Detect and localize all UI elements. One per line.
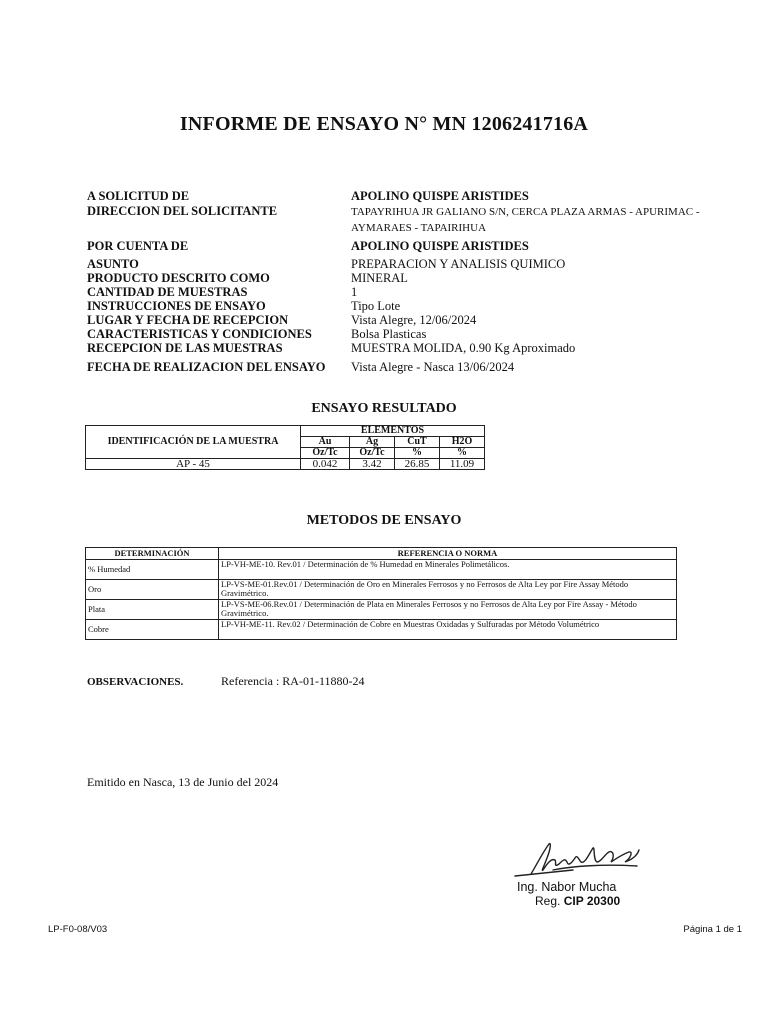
info-label: FECHA DE REALIZACION DEL ENSAYO bbox=[87, 360, 326, 374]
sample-id-header: IDENTIFICACIÓN DE LA MUESTRA bbox=[86, 426, 301, 459]
results-section-title: ENSAYO RESULTADO bbox=[311, 401, 457, 416]
info-value: PREPARACION Y ANALISIS QUIMICO bbox=[351, 257, 566, 271]
info-value: Bolsa Plasticas bbox=[351, 327, 427, 341]
value-cell: 26.85 bbox=[395, 459, 440, 470]
document-title: INFORME DE ENSAYO N° MN 1206241716A bbox=[179, 113, 589, 135]
observations-value: Referencia : RA-01-11880-24 bbox=[221, 674, 365, 688]
info-label: POR CUENTA DE bbox=[87, 239, 189, 253]
value-cell: 11.09 bbox=[440, 459, 485, 470]
value-cell: 3.42 bbox=[350, 459, 395, 470]
info-value: TAPAYRIHUA JR GALIANO S/N, CERCA PLAZA ARMAS - APURIMAC - AYMARAES - TAPAIRIHUA bbox=[351, 206, 700, 234]
signature-image bbox=[513, 836, 643, 884]
reference-cell: LP-VH-ME-11. Rev.02 / Determinación de Cobre en Muestras Oxidadas y Sulfuradas por Método Volumétrico bbox=[219, 620, 677, 640]
value-cell: 0.042 bbox=[301, 459, 350, 470]
info-label: RECEPCION DE LAS MUESTRAS bbox=[87, 341, 283, 355]
results-table bbox=[85, 425, 485, 470]
reference-cell: LP-VS-ME-06.Rev.01 / Determinación de Plata en Minerales Ferrosos y no Ferrosos de Alta Ley por Fire Assay - Método Gravimétrico. bbox=[219, 600, 677, 620]
determination-cell: Plata bbox=[86, 600, 219, 620]
determination-cell: Oro bbox=[86, 580, 219, 600]
table-row bbox=[86, 580, 677, 600]
determination-cell: % Humedad bbox=[86, 560, 219, 580]
info-value: MINERAL bbox=[351, 271, 408, 285]
info-value: MUESTRA MOLIDA, 0.90 Kg Aproximado bbox=[351, 341, 576, 355]
info-label: A SOLICITUD DE bbox=[87, 189, 190, 203]
table-row bbox=[86, 620, 677, 640]
element-header: CuT bbox=[395, 437, 440, 448]
methods-section-title: METODOS DE ENSAYO bbox=[306, 513, 462, 528]
info-label: LUGAR Y FECHA DE RECEPCION bbox=[87, 313, 289, 327]
table-row bbox=[86, 560, 677, 580]
info-label: CARACTERISTICAS Y CONDICIONES bbox=[87, 327, 312, 341]
element-header: Au bbox=[301, 437, 350, 448]
reference-header: REFERENCIA O NORMA bbox=[219, 548, 677, 560]
unit-header: Oz/Tc bbox=[350, 448, 395, 459]
signer-registration: Reg. CIP 20300 bbox=[535, 894, 621, 908]
info-value: Tipo Lote bbox=[351, 299, 401, 313]
info-label: INSTRUCCIONES DE ENSAYO bbox=[87, 299, 266, 313]
signer-name: Ing. Nabor Mucha bbox=[517, 880, 617, 894]
info-value: Vista Alegre, 12/06/2024 bbox=[351, 313, 477, 327]
methods-table bbox=[85, 547, 677, 640]
determination-header: DETERMINACIÓN bbox=[86, 548, 219, 560]
element-header: H2O bbox=[440, 437, 485, 448]
info-label: CANTIDAD DE MUESTRAS bbox=[87, 285, 248, 299]
info-value: 1 bbox=[351, 285, 358, 299]
form-code: LP-F0-08/V03 bbox=[48, 924, 108, 935]
info-label: ASUNTO bbox=[87, 257, 139, 271]
elements-header: ELEMENTOS bbox=[301, 426, 485, 437]
unit-header: % bbox=[440, 448, 485, 459]
reference-cell: LP-VS-ME-01.Rev.01 / Determinación de Oro en Minerales Ferrosos y no Ferrosos de Alta Ley por Fire Assay Método Gravimétrico. bbox=[219, 580, 677, 600]
table-row bbox=[86, 600, 677, 620]
table-row bbox=[86, 459, 485, 470]
emission-line: Emitido en Nasca, 13 de Junio del 2024 bbox=[87, 775, 279, 789]
element-header: Ag bbox=[350, 437, 395, 448]
info-value: Vista Alegre - Nasca 13/06/2024 bbox=[351, 360, 515, 374]
sample-id-cell: AP - 45 bbox=[86, 459, 301, 470]
reference-cell: LP-VH-ME-10. Rev.01 / Determinación de % Humedad en Minerales Polimetálicos. bbox=[219, 560, 677, 580]
page-number: Página 1 de 1 bbox=[683, 924, 742, 935]
determination-cell: Cobre bbox=[86, 620, 219, 640]
unit-header: % bbox=[395, 448, 440, 459]
observations-label: OBSERVACIONES. bbox=[87, 676, 184, 688]
unit-header: Oz/Tc bbox=[301, 448, 350, 459]
info-value: APOLINO QUISPE ARISTIDES bbox=[351, 239, 529, 253]
info-label: PRODUCTO DESCRITO COMO bbox=[87, 271, 270, 285]
info-label: DIRECCION DEL SOLICITANTE bbox=[87, 204, 278, 218]
info-value: APOLINO QUISPE ARISTIDES bbox=[351, 189, 529, 203]
